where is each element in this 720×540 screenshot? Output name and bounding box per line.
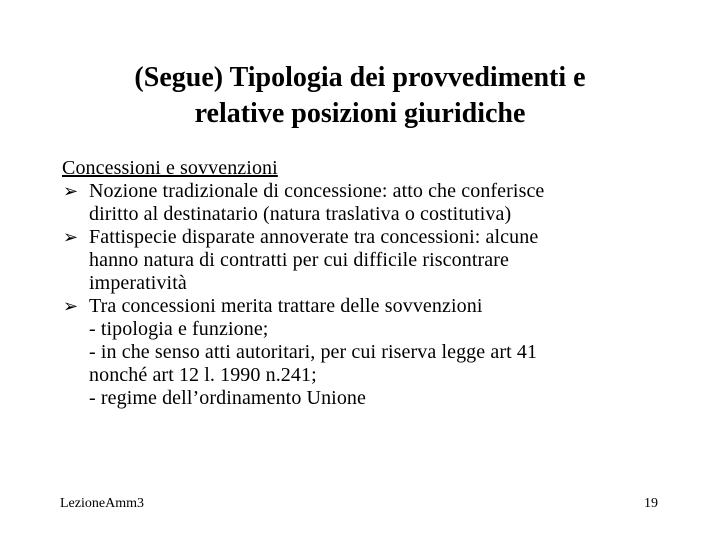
bullet-line: Fattispecie disparate annoverate tra concessioni: alcune xyxy=(89,226,539,248)
arrow-bullet-icon: ➢ xyxy=(63,296,79,317)
bullet-item xyxy=(62,180,702,226)
bullet-line: diritto al destinatario (natura traslativa o costitutiva) xyxy=(89,203,512,225)
sub-item: - regime dell’ordinamento Unione xyxy=(89,387,366,409)
arrow-bullet-icon: ➢ xyxy=(63,181,79,202)
bullet-line: Nozione tradizionale di concessione: atto che conferisce xyxy=(89,180,545,202)
sub-item: - in che senso atti autoritari, per cui riserva legge art 41 xyxy=(89,341,538,363)
footer-label: LezioneAmm3 xyxy=(60,496,144,511)
arrow-bullet-icon: ➢ xyxy=(63,227,79,248)
sub-item: - tipologia e funzione; xyxy=(89,318,269,340)
bullet-line: Tra concessioni merita trattare delle sovvenzioni xyxy=(89,295,483,317)
title-line-2: relative posizioni giuridiche xyxy=(194,98,526,129)
bullet-item xyxy=(62,226,702,295)
bullet-line: imperatività xyxy=(89,272,187,294)
section-heading: Concessioni e sovvenzioni xyxy=(62,157,278,179)
bullet-item xyxy=(62,295,702,318)
title-line-1: (Segue) Tipologia dei provvedimenti e xyxy=(134,62,586,93)
page-number: 19 xyxy=(644,496,658,511)
slide-title xyxy=(60,60,660,132)
sub-item-continuation: nonché art 12 l. 1990 n.241; xyxy=(89,364,317,386)
slide-body xyxy=(62,157,702,410)
bullet-line: hanno natura di contratti per cui difficile riscontrare xyxy=(89,249,509,271)
